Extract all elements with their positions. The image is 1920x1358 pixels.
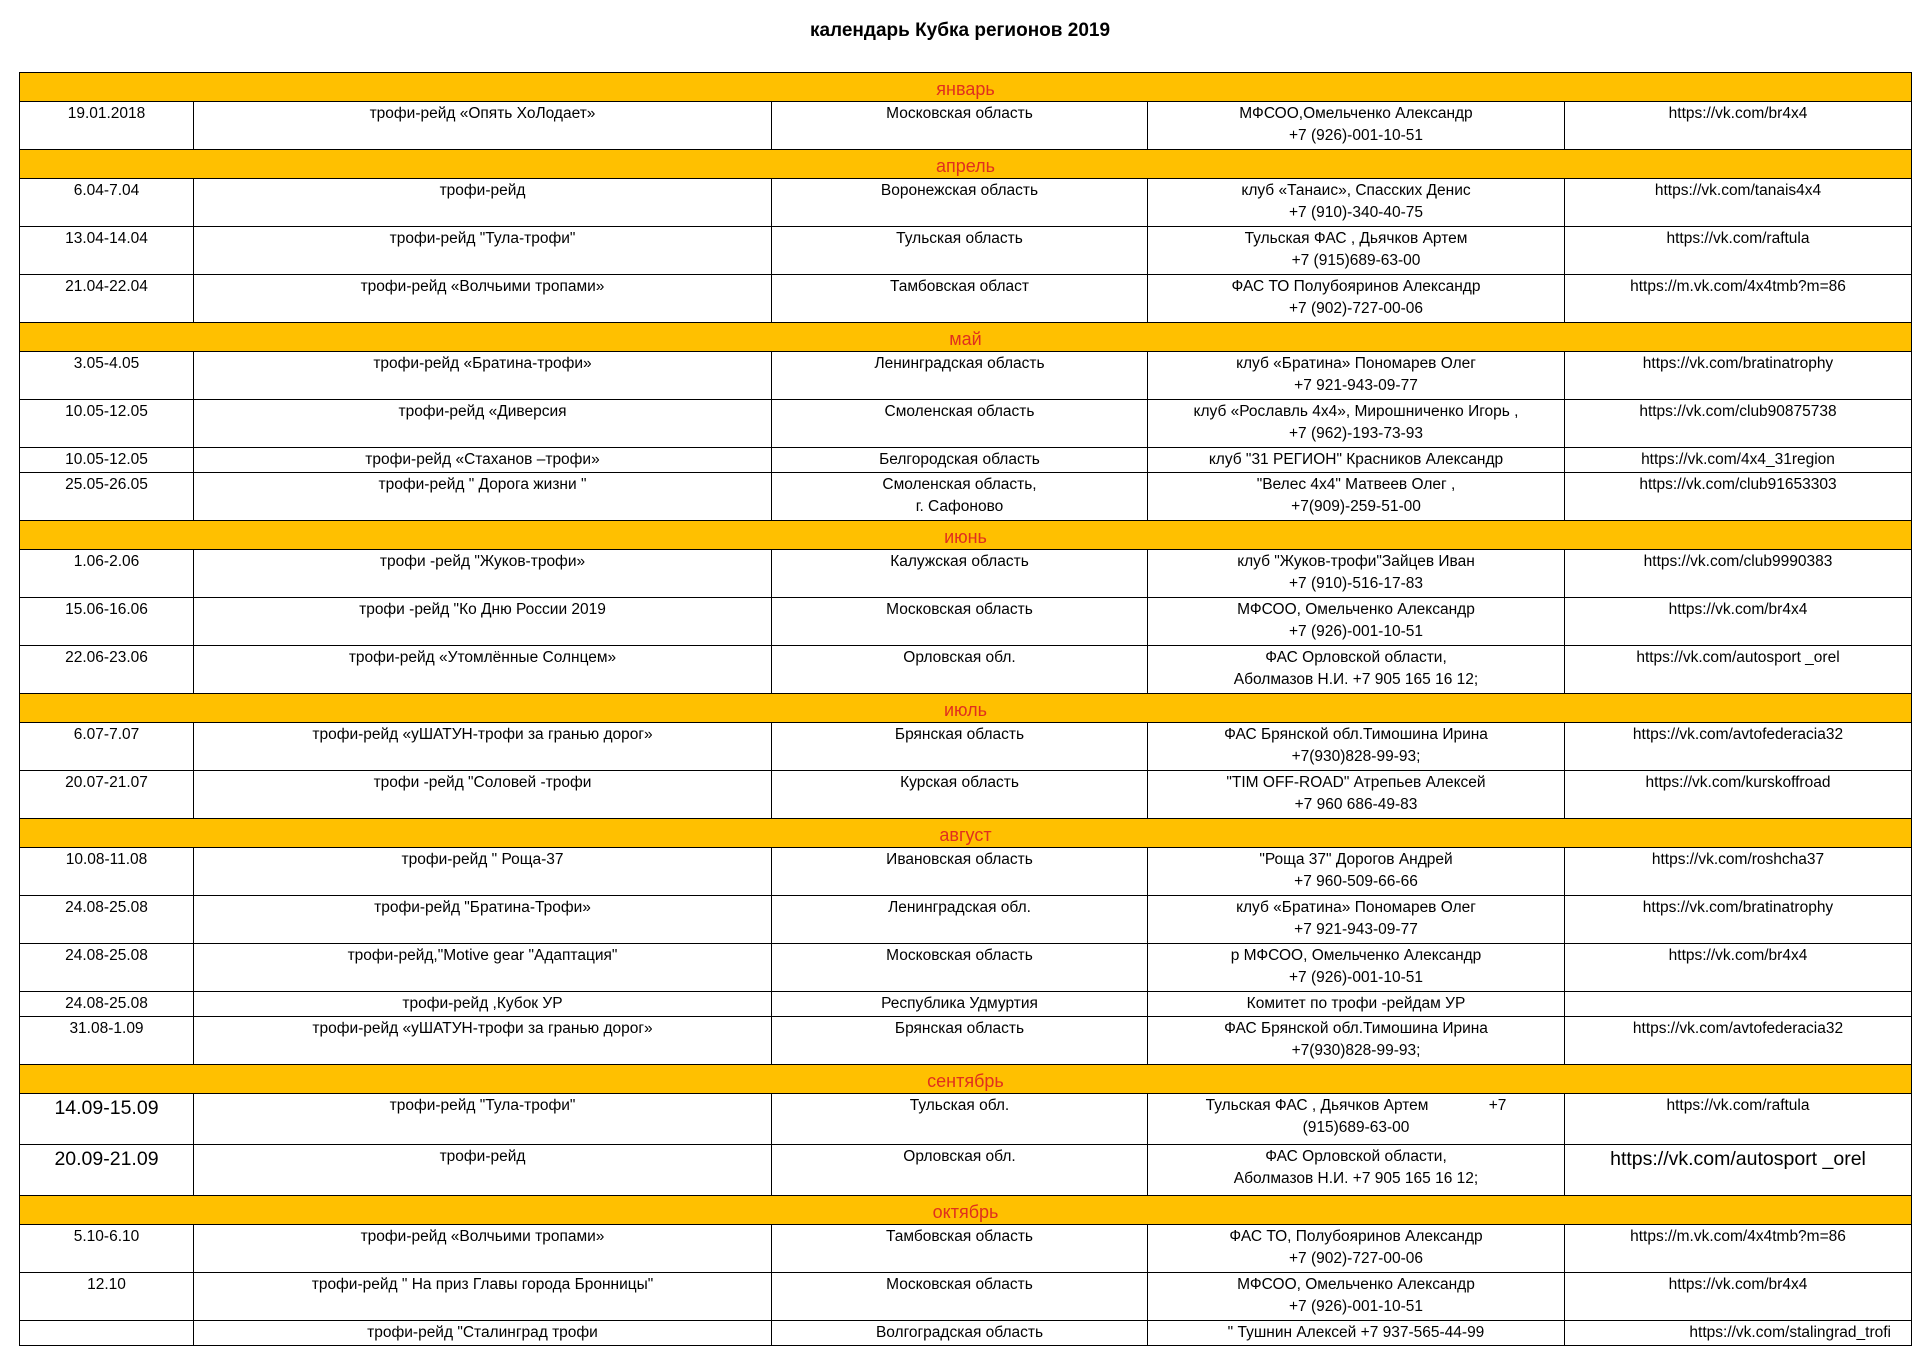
event-region	[772, 944, 1148, 992]
event-region	[772, 352, 1148, 400]
event-region	[772, 473, 1148, 521]
event-row	[20, 227, 1912, 275]
month-row	[20, 150, 1912, 179]
event-date: 12.10	[20, 1273, 194, 1321]
event-link[interactable]: https://vk.com/4x4_31region	[1565, 448, 1912, 473]
organizer-name: клуб "31 РЕГИОН" Красников Александр	[1208, 451, 1504, 468]
region-line: Тамбовская област	[890, 278, 1029, 295]
organizer-name: "Велес 4х4" Матвеев Олег ,	[1256, 476, 1456, 493]
organizer-phone: +7 (926)-001-10-51	[1289, 968, 1423, 986]
event-name: трофи-рейд " На приз Главы города Бронницы"	[194, 1273, 772, 1321]
organizer-phone: (915)689-63-00	[1302, 1118, 1410, 1136]
event-region	[772, 598, 1148, 646]
organizer-phone: +7 960 686-49-83	[1294, 795, 1418, 813]
organizer-name: клуб «Танаис», Спасских Денис	[1241, 182, 1471, 199]
event-region	[772, 275, 1148, 323]
organizer-phone: +7(930)828-99-93;	[1291, 747, 1421, 765]
event-region	[772, 1094, 1148, 1145]
event-name: трофи-рейд «уШАТУН-трофи за гранью дорог»	[194, 723, 772, 771]
event-region	[772, 848, 1148, 896]
event-name: трофи-рейд «Волчьими тропами»	[194, 275, 772, 323]
event-date: 10.05-12.05	[20, 400, 194, 448]
region-line: Московская область	[886, 105, 1033, 122]
organizer-phone: +7 (915)689-63-00	[1291, 251, 1421, 269]
region-line: Орловская обл.	[903, 1148, 1016, 1165]
event-link[interactable]: https://vk.com/br4x4	[1565, 1273, 1912, 1321]
organizer-name: ФАС Брянской обл.Тимошина Ирина	[1224, 1020, 1488, 1037]
region-line: Брянская область	[894, 726, 1025, 743]
month-header: июнь	[20, 521, 1912, 550]
event-link[interactable]: https://vk.com/bratinatrophy	[1565, 352, 1912, 400]
event-row	[20, 646, 1912, 694]
event-row	[20, 1017, 1912, 1065]
event-organizer	[1148, 227, 1565, 275]
region-line: Московская область	[886, 1276, 1033, 1293]
organizer-phone: +7 921-943-09-77	[1294, 376, 1418, 394]
event-link[interactable]: https://m.vk.com/4x4tmb?m=86	[1565, 1225, 1912, 1273]
month-header: апрель	[20, 150, 1912, 179]
month-header: январь	[20, 73, 1912, 102]
region-line: Тульская область	[896, 230, 1023, 247]
region-line: Ленинградская обл.	[888, 899, 1031, 916]
region-line: Орловская обл.	[903, 649, 1016, 666]
month-header: сентябрь	[20, 1065, 1912, 1094]
event-date: 20.09-21.09	[20, 1145, 194, 1196]
event-region	[772, 448, 1148, 473]
event-organizer	[1148, 275, 1565, 323]
event-region	[772, 102, 1148, 150]
event-link[interactable]: https://vk.com/club90875738	[1565, 400, 1912, 448]
event-date: 3.05-4.05	[20, 352, 194, 400]
event-region	[772, 992, 1148, 1017]
event-organizer	[1148, 723, 1565, 771]
event-date: 1.06-2.06	[20, 550, 194, 598]
event-name: трофи-рейд «Волчьими тропами»	[194, 1225, 772, 1273]
event-region	[772, 1145, 1148, 1196]
event-organizer	[1148, 179, 1565, 227]
event-link[interactable]: https://vk.com/roshcha37	[1565, 848, 1912, 896]
event-name: трофи-рейд	[194, 1145, 772, 1196]
region-line: Московская область	[886, 601, 1033, 618]
event-organizer	[1148, 352, 1565, 400]
event-organizer	[1148, 992, 1565, 1017]
event-date	[20, 1321, 194, 1346]
event-organizer	[1148, 896, 1565, 944]
event-link[interactable]: https://vk.com/avtofederacia32	[1565, 723, 1912, 771]
event-link[interactable]: https://m.vk.com/4x4tmb?m=86	[1565, 275, 1912, 323]
event-name: трофи-рейд "Тула-трофи"	[194, 227, 772, 275]
event-row	[20, 771, 1912, 819]
event-date: 24.08-25.08	[20, 944, 194, 992]
organizer-phone: +7 (902)-727-00-06	[1289, 1249, 1423, 1267]
organizer-phone: +7 (926)-001-10-51	[1289, 126, 1423, 144]
event-region	[772, 1225, 1148, 1273]
event-date: 22.06-23.06	[20, 646, 194, 694]
month-header: август	[20, 819, 1912, 848]
organizer-phone: +7 (910)-340-40-75	[1289, 203, 1423, 221]
event-date: 5.10-6.10	[20, 1225, 194, 1273]
event-organizer	[1148, 598, 1565, 646]
event-date: 24.08-25.08	[20, 992, 194, 1017]
event-link[interactable]: https://vk.com/autosport _orel	[1565, 1145, 1912, 1196]
region-line: Смоленская область	[884, 403, 1035, 420]
event-link[interactable]: https://vk.com/br4x4	[1565, 102, 1912, 150]
event-link[interactable]: https://vk.com/kurskoffroad	[1565, 771, 1912, 819]
event-organizer	[1148, 400, 1565, 448]
organizer-name: клуб «Братина» Пономарев Олег	[1236, 355, 1476, 372]
event-link[interactable]: https://vk.com/club9990383	[1565, 550, 1912, 598]
event-row	[20, 1145, 1912, 1196]
event-organizer	[1148, 550, 1565, 598]
organizer-name: клуб «Братина» Пономарев Олег	[1236, 899, 1476, 916]
event-name: трофи-рейд,"Motive gear "Адаптация"	[194, 944, 772, 992]
event-organizer	[1148, 1225, 1565, 1273]
event-name: трофи-рейд «Диверсия	[194, 400, 772, 448]
event-region	[772, 227, 1148, 275]
region-line: Ивановская область	[886, 851, 1033, 868]
region-line: Тамбовская область	[885, 1228, 1033, 1245]
event-date: 6.07-7.07	[20, 723, 194, 771]
event-organizer	[1148, 1094, 1565, 1145]
organizer-name: ФАС ТО Полубояринов Александр	[1231, 278, 1481, 295]
event-organizer	[1148, 102, 1565, 150]
event-row	[20, 352, 1912, 400]
region-line: Московская область	[886, 947, 1033, 964]
event-row	[20, 848, 1912, 896]
event-region	[772, 400, 1148, 448]
event-name: трофи-рейд «Утомлённые Солнцем»	[194, 646, 772, 694]
organizer-phone: Аболмазов Н.И. +7 905 165 16 12;	[1233, 670, 1479, 688]
event-organizer	[1148, 1321, 1565, 1346]
organizer-phone: +7 (926)-001-10-51	[1289, 1297, 1423, 1315]
event-link[interactable]: https://vk.com/br4x4	[1565, 944, 1912, 992]
event-row	[20, 1273, 1912, 1321]
organizer-name: ФАС Брянской обл.Тимошина Ирина	[1224, 726, 1488, 743]
event-date: 10.08-11.08	[20, 848, 194, 896]
event-row	[20, 1094, 1912, 1145]
event-name: трофи -рейд "Соловей -трофи	[194, 771, 772, 819]
event-date: 13.04-14.04	[20, 227, 194, 275]
event-row	[20, 102, 1912, 150]
event-link[interactable]: https://vk.com/raftula	[1565, 227, 1912, 275]
event-date: 24.08-25.08	[20, 896, 194, 944]
month-header: октябрь	[20, 1196, 1912, 1225]
organizer-name: Тульская ФАС , Дьячков Артем	[1244, 230, 1468, 247]
organizer-name: Тульская ФАС , Дьячков Артем +7	[1205, 1097, 1507, 1114]
organizer-name: ФАС ТО, Полубояринов Александр	[1229, 1228, 1483, 1245]
event-row	[20, 275, 1912, 323]
event-date: 21.04-22.04	[20, 275, 194, 323]
organizer-phone: +7 (962)-193-73-93	[1289, 424, 1423, 442]
month-row	[20, 521, 1912, 550]
region-line: Республика Удмуртия	[881, 995, 1038, 1012]
event-organizer	[1148, 646, 1565, 694]
region-line: Воронежская область	[880, 182, 1039, 199]
event-link[interactable]: https://vk.com/club91653303	[1565, 473, 1912, 521]
event-row	[20, 550, 1912, 598]
month-row	[20, 694, 1912, 723]
event-name: трофи-рейд "Сталинград трофи	[194, 1321, 772, 1346]
organizer-name: ФАС Орловской области,	[1265, 649, 1447, 666]
event-link[interactable]: https://vk.com/raftula	[1565, 1094, 1912, 1145]
event-row	[20, 1321, 1912, 1346]
organizer-phone: +7(930)828-99-93;	[1291, 1041, 1421, 1059]
event-date: 15.06-16.06	[20, 598, 194, 646]
organizer-name: МФСОО,Омельченко Александр	[1239, 105, 1473, 122]
event-name: трофи-рейд "Тула-трофи"	[194, 1094, 772, 1145]
event-region	[772, 550, 1148, 598]
event-link[interactable]: https://vk.com/tanais4x4	[1565, 179, 1912, 227]
month-row	[20, 73, 1912, 102]
organizer-name: р МФСОО, Омельченко Александр	[1230, 947, 1482, 964]
event-region	[772, 646, 1148, 694]
month-header: май	[20, 323, 1912, 352]
event-name: трофи-рейд «Опять ХоЛодает»	[194, 102, 772, 150]
event-date: 19.01.2018	[20, 102, 194, 150]
event-date: 25.05-26.05	[20, 473, 194, 521]
event-date: 20.07-21.07	[20, 771, 194, 819]
organizer-phone: +7 (910)-516-17-83	[1289, 574, 1423, 592]
event-region	[772, 723, 1148, 771]
event-date: 10.05-12.05	[20, 448, 194, 473]
event-organizer	[1148, 1145, 1565, 1196]
region-line: г. Сафоново	[915, 497, 1004, 515]
event-name: трофи-рейд «Братина-трофи»	[194, 352, 772, 400]
event-name: трофи-рейд «Стаханов –трофи»	[194, 448, 772, 473]
calendar-table	[19, 72, 1912, 1346]
calendar-body	[20, 73, 1912, 1346]
event-row	[20, 448, 1912, 473]
event-date: 6.04-7.04	[20, 179, 194, 227]
event-row	[20, 473, 1912, 521]
organizer-phone: +7 (902)-727-00-06	[1289, 299, 1423, 317]
region-line: Ленинградская область	[874, 355, 1045, 372]
event-link[interactable]	[1565, 992, 1912, 1017]
organizer-name: клуб "Жуков-трофи"Зайцев Иван	[1237, 553, 1475, 570]
organizer-name: ФАС Орловской области,	[1265, 1148, 1447, 1165]
event-date: 14.09-15.09	[20, 1094, 194, 1145]
event-row	[20, 944, 1912, 992]
region-line: Волгоградская область	[875, 1324, 1044, 1341]
event-organizer	[1148, 1017, 1565, 1065]
region-line: Тульская обл.	[909, 1097, 1010, 1114]
month-row	[20, 323, 1912, 352]
organizer-phone: +7 (926)-001-10-51	[1289, 622, 1423, 640]
organizer-phone: Аболмазов Н.И. +7 905 165 16 12;	[1233, 1169, 1479, 1187]
month-row	[20, 1196, 1912, 1225]
event-region	[772, 771, 1148, 819]
event-region	[772, 896, 1148, 944]
region-line: Белгородская область	[879, 451, 1040, 468]
event-row	[20, 598, 1912, 646]
event-name: трофи-рейд	[194, 179, 772, 227]
event-organizer	[1148, 473, 1565, 521]
organizer-name: МФСОО, Омельченко Александр	[1237, 601, 1475, 618]
event-name: трофи -рейд "Жуков-трофи»	[194, 550, 772, 598]
event-link[interactable]: https://vk.com/br4x4	[1565, 598, 1912, 646]
event-row	[20, 896, 1912, 944]
event-name: трофи -рейд "Ко Дню России 2019	[194, 598, 772, 646]
event-organizer	[1148, 1273, 1565, 1321]
event-organizer	[1148, 448, 1565, 473]
event-link[interactable]: https://vk.com/stalingrad_trofi	[1565, 1321, 1912, 1346]
event-region	[772, 1321, 1148, 1346]
event-name: трофи-рейд ,Кубок УР	[194, 992, 772, 1017]
event-row	[20, 992, 1912, 1017]
event-row	[20, 723, 1912, 771]
event-organizer	[1148, 848, 1565, 896]
organizer-name: клуб «Рославль 4х4», Мирошниченко Игорь ,	[1193, 403, 1519, 420]
event-organizer	[1148, 771, 1565, 819]
event-row	[20, 179, 1912, 227]
region-line: Курская область	[900, 774, 1019, 791]
event-name: трофи-рейд "Братина-Трофи»	[194, 896, 772, 944]
organizer-name: МФСОО, Омельченко Александр	[1237, 1276, 1475, 1293]
event-link[interactable]: https://vk.com/autosport _orel	[1565, 646, 1912, 694]
page-title: календарь Кубка регионов 2019	[809, 20, 1111, 41]
organizer-phone: +7(909)-259-51-00	[1291, 497, 1421, 515]
event-organizer	[1148, 944, 1565, 992]
organizer-name: " Тушнин Алексей +7 937-565-44-99	[1227, 1324, 1485, 1341]
event-link[interactable]: https://vk.com/bratinatrophy	[1565, 896, 1912, 944]
event-link[interactable]: https://vk.com/avtofederacia32	[1565, 1017, 1912, 1065]
organizer-phone: +7 921-943-09-77	[1294, 920, 1418, 938]
event-name: трофи-рейд " Роща-37	[194, 848, 772, 896]
event-name: трофи-рейд «уШАТУН-трофи за гранью дорог»	[194, 1017, 772, 1065]
event-region	[772, 1017, 1148, 1065]
organizer-name: Комитет по трофи -рейдам УР	[1246, 995, 1466, 1012]
event-row	[20, 1225, 1912, 1273]
month-header: июль	[20, 694, 1912, 723]
region-line: Смоленская область,	[882, 476, 1037, 493]
event-date: 31.08-1.09	[20, 1017, 194, 1065]
event-region	[772, 179, 1148, 227]
month-row	[20, 1065, 1912, 1094]
region-line: Калужская область	[890, 553, 1029, 570]
region-line: Брянская область	[894, 1020, 1025, 1037]
event-region	[772, 1273, 1148, 1321]
event-row	[20, 400, 1912, 448]
event-name: трофи-рейд " Дорога жизни "	[194, 473, 772, 521]
month-row	[20, 819, 1912, 848]
organizer-phone: +7 960-509-66-66	[1294, 872, 1418, 890]
organizer-name: "TIM OFF-ROAD" Атрепьев Алексей	[1226, 774, 1486, 791]
organizer-name: "Роща 37" Дорогов Андрей	[1259, 851, 1453, 868]
